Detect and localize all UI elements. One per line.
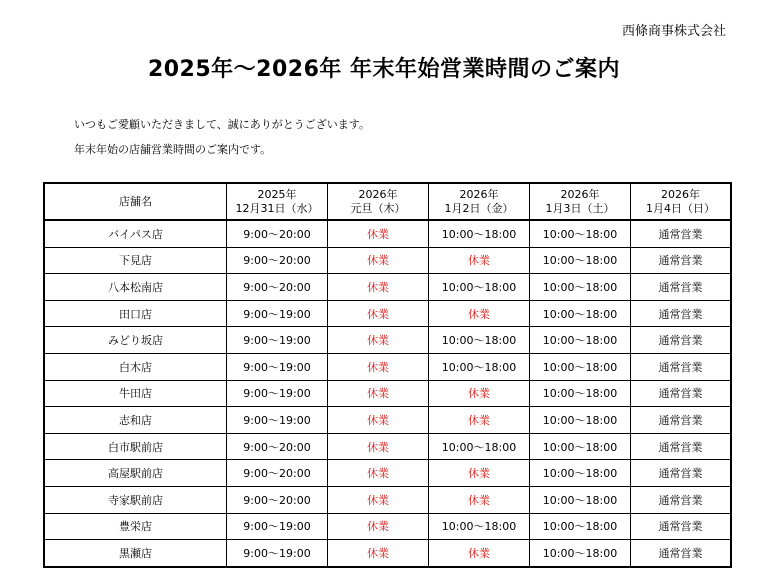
header-year: 2026年 <box>560 187 600 201</box>
hours-cell: 休業 <box>328 513 429 540</box>
table-row <box>45 353 731 380</box>
table-row <box>45 220 731 247</box>
hours-cell: 休業 <box>328 433 429 460</box>
header-year: 2025年 <box>257 187 297 201</box>
hours-cell: 10:00～18:00 <box>530 327 631 354</box>
header-date: 12月31日（水） <box>235 201 319 215</box>
page-title: 2025年～2026年 年末年始営業時間のご案内 <box>147 57 621 82</box>
store-name-cell: みどり坂店 <box>45 327 227 354</box>
date-column-header <box>530 184 631 221</box>
hours-cell: 休業 <box>328 247 429 274</box>
store-name-cell: 志和店 <box>45 407 227 434</box>
header-year: 2026年 <box>459 187 499 201</box>
hours-cell: 10:00～18:00 <box>429 274 530 301</box>
hours-cell: 10:00～18:00 <box>530 247 631 274</box>
hours-cell: 休業 <box>328 407 429 434</box>
hours-cell: 通常営業 <box>631 486 731 513</box>
hours-cell: 9:00～20:00 <box>227 486 328 513</box>
hours-cell: 休業 <box>429 380 530 407</box>
hours-cell: 通常営業 <box>631 460 731 487</box>
hours-cell: 通常営業 <box>631 353 731 380</box>
hours-cell: 10:00～18:00 <box>530 220 631 247</box>
store-name-cell: 黒瀬店 <box>45 540 227 567</box>
hours-cell: 通常営業 <box>631 274 731 301</box>
hours-cell: 10:00～18:00 <box>530 274 631 301</box>
hours-cell: 10:00～18:00 <box>530 513 631 540</box>
store-column-header: 店舗名 <box>45 184 227 221</box>
hours-cell: 休業 <box>328 274 429 301</box>
hours-cell: 通常営業 <box>631 513 731 540</box>
table-header-row <box>45 184 731 221</box>
date-column-header <box>631 184 731 221</box>
hours-cell: 9:00～19:00 <box>227 540 328 567</box>
hours-cell: 通常営業 <box>631 220 731 247</box>
hours-cell: 9:00～19:00 <box>227 327 328 354</box>
store-name-cell: 八本松南店 <box>45 274 227 301</box>
table-row <box>45 327 731 354</box>
hours-cell: 休業 <box>429 407 530 434</box>
hours-cell: 休業 <box>328 486 429 513</box>
store-name-cell: 下見店 <box>45 247 227 274</box>
hours-cell: 9:00～20:00 <box>227 247 328 274</box>
hours-cell: 10:00～18:00 <box>530 486 631 513</box>
intro-description: 年末年始の店舗営業時間のご案内です。 <box>74 143 272 156</box>
store-name-cell: 白木店 <box>45 353 227 380</box>
header-date: 1月4日（日） <box>646 201 715 215</box>
hours-cell: 9:00～20:00 <box>227 274 328 301</box>
store-name-cell: 高屋駅前店 <box>45 460 227 487</box>
hours-cell: 9:00～19:00 <box>227 380 328 407</box>
hours-cell: 休業 <box>328 220 429 247</box>
hours-cell: 休業 <box>429 247 530 274</box>
header-year: 2026年 <box>358 187 398 201</box>
hours-cell: 通常営業 <box>631 540 731 567</box>
table-row <box>45 513 731 540</box>
hours-cell: 休業 <box>328 353 429 380</box>
hours-cell: 休業 <box>328 380 429 407</box>
hours-cell: 休業 <box>429 300 530 327</box>
table-row <box>45 486 731 513</box>
hours-cell: 10:00～18:00 <box>429 513 530 540</box>
hours-cell: 10:00～18:00 <box>530 540 631 567</box>
table-row <box>45 460 731 487</box>
hours-cell: 9:00～19:00 <box>227 353 328 380</box>
intro-greeting: いつもご愛顧いただきまして、誠にありがとうございます。 <box>74 118 370 131</box>
hours-cell: 通常営業 <box>631 433 731 460</box>
hours-cell: 10:00～18:00 <box>530 353 631 380</box>
hours-cell: 9:00～19:00 <box>227 513 328 540</box>
table-row <box>45 300 731 327</box>
table-row <box>45 540 731 567</box>
header-year: 2026年 <box>661 187 700 201</box>
hours-cell: 休業 <box>328 327 429 354</box>
header-date: 1月2日（金） <box>444 201 514 215</box>
hours-cell: 9:00～20:00 <box>227 433 328 460</box>
hours-cell: 9:00～20:00 <box>227 220 328 247</box>
hours-cell: 休業 <box>328 300 429 327</box>
company-name: 西條商事株式会社 <box>621 24 726 39</box>
hours-cell: 10:00～18:00 <box>530 433 631 460</box>
business-hours-table <box>44 183 731 567</box>
date-column-header <box>227 184 328 221</box>
store-name-cell: 田口店 <box>45 300 227 327</box>
table-row <box>45 274 731 301</box>
hours-cell: 10:00～18:00 <box>429 327 530 354</box>
store-name-cell: 牛田店 <box>45 380 227 407</box>
hours-cell: 10:00～18:00 <box>429 353 530 380</box>
hours-cell: 休業 <box>328 460 429 487</box>
table-row <box>45 433 731 460</box>
hours-cell: 通常営業 <box>631 247 731 274</box>
date-column-header <box>328 184 429 221</box>
hours-cell: 休業 <box>429 540 530 567</box>
table-body <box>45 220 731 566</box>
hours-cell: 10:00～18:00 <box>530 380 631 407</box>
hours-cell: 10:00～18:00 <box>530 407 631 434</box>
hours-cell: 休業 <box>429 486 530 513</box>
header-date: 元旦（木） <box>350 201 406 215</box>
store-name-cell: 豊栄店 <box>45 513 227 540</box>
table-row <box>45 247 731 274</box>
hours-cell: 休業 <box>429 460 530 487</box>
hours-cell: 通常営業 <box>631 407 731 434</box>
hours-cell: 通常営業 <box>631 327 731 354</box>
hours-cell: 10:00～18:00 <box>530 300 631 327</box>
hours-cell: 休業 <box>328 540 429 567</box>
table-row <box>45 380 731 407</box>
hours-cell: 10:00～18:00 <box>429 433 530 460</box>
store-name-cell: 白市駅前店 <box>45 433 227 460</box>
store-name-cell: バイパス店 <box>45 220 227 247</box>
hours-cell: 10:00～18:00 <box>530 460 631 487</box>
hours-cell: 通常営業 <box>631 380 731 407</box>
hours-cell: 9:00～19:00 <box>227 407 328 434</box>
hours-cell: 10:00～18:00 <box>429 220 530 247</box>
hours-cell: 9:00～19:00 <box>227 300 328 327</box>
table-row <box>45 407 731 434</box>
date-column-header <box>429 184 530 221</box>
header-date: 1月3日（土） <box>545 201 615 215</box>
store-name-cell: 寺家駅前店 <box>45 486 227 513</box>
hours-cell: 9:00～20:00 <box>227 460 328 487</box>
hours-cell: 通常営業 <box>631 300 731 327</box>
